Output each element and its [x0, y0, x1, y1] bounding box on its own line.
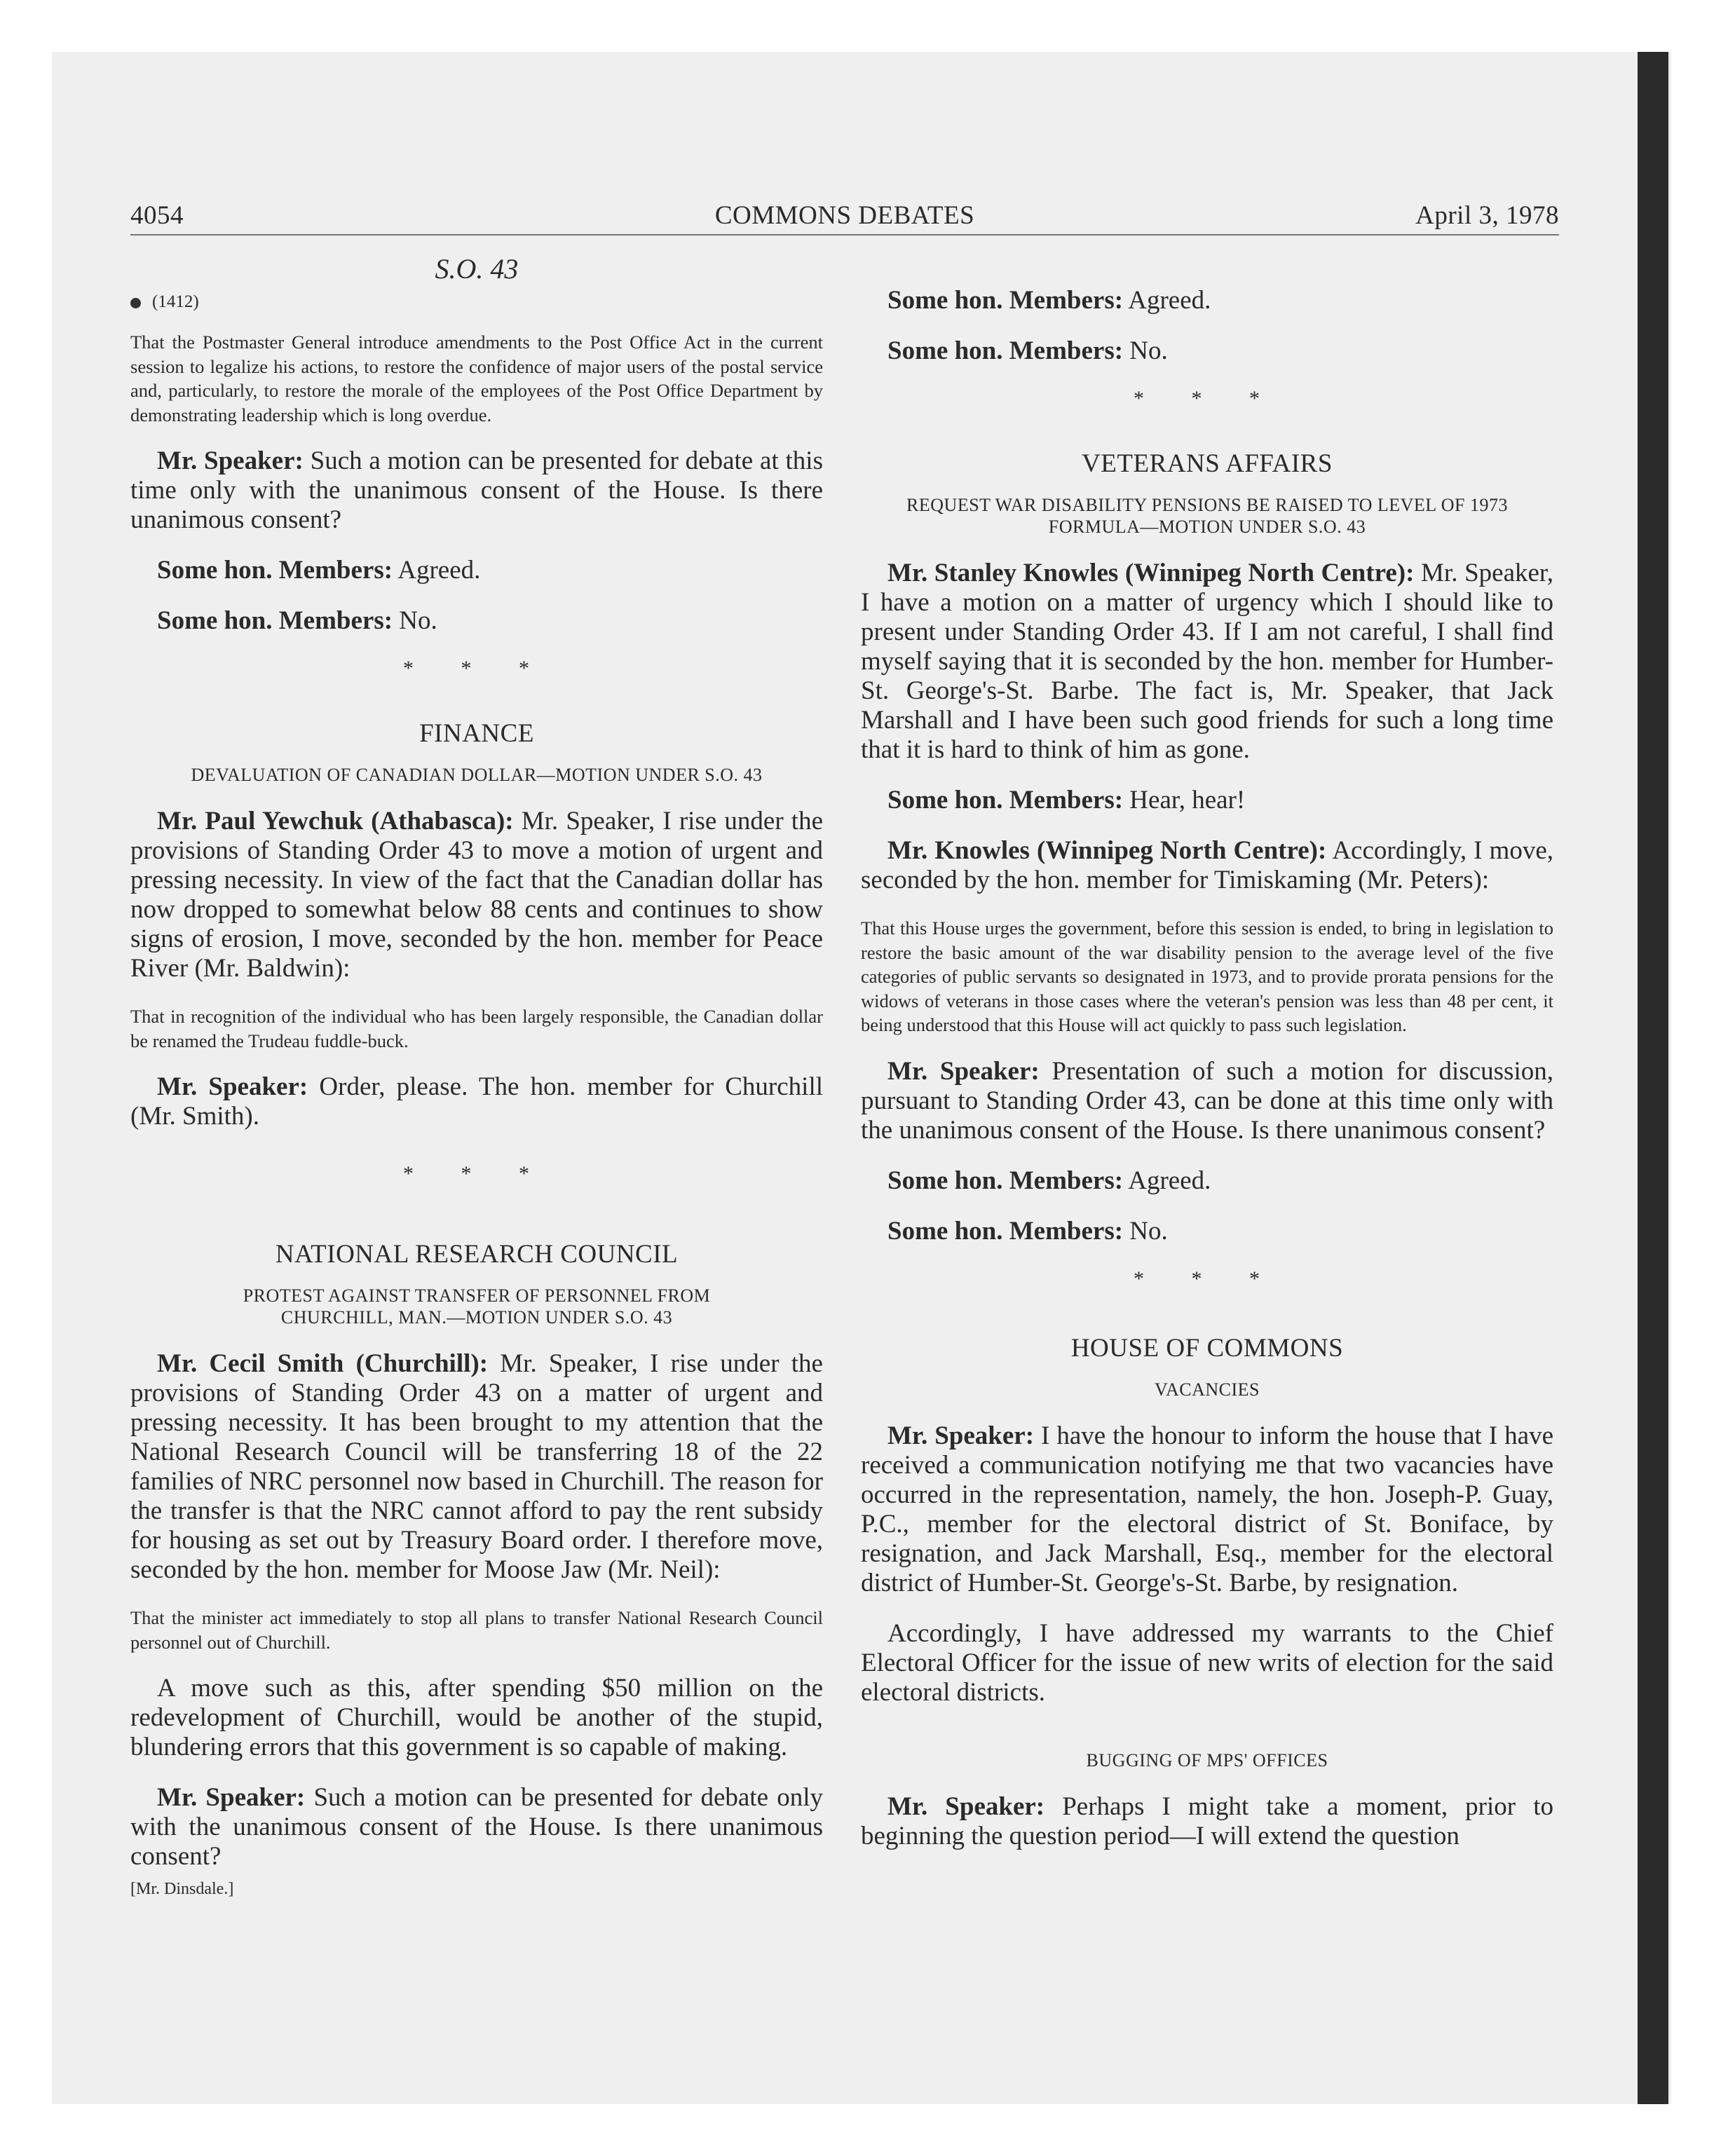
footnote: [Mr. Dinsdale.] — [130, 1880, 234, 1898]
section-subheading: VACANCIES — [1155, 1379, 1260, 1400]
speech-text: Such a motion can be presented for debate only with the unanimous consent of the House. Is there unanimous consent? — [130, 1783, 823, 1871]
speaker-name: Some hon. Members: — [887, 1216, 1124, 1246]
members-response — [130, 606, 823, 636]
speaker-name: Some hon. Members: — [887, 786, 1124, 814]
so-title: S.O. 43 — [435, 253, 519, 285]
scan-edge-bar — [1638, 52, 1668, 2104]
response-text: Agreed. — [393, 556, 481, 585]
speech-paragraph: A move such as this, after spending $50 million on the redevelopment of Churchill, would be another of the stupid, blundering errors that this government is so capable of making. — [130, 1674, 823, 1761]
response-text: No. — [393, 606, 437, 635]
speech-paragraph — [130, 807, 823, 983]
speech-text: Mr. Speaker, I rise under the provisions of Standing Order 43 on a matter of urgent and pressing necessity. It has been brought to my attention that the National Research Council will be transferring 18 of the 22 families of NRC personnel now based in Churchill. The reason for the transfer is that the NRC cannot afford to pay the rent subsidy for housing as set out by Treasury Board order. I therefore move, seconded by the hon. member for Moose Jaw (Mr. Neil): — [130, 1349, 823, 1584]
section-separator: * * * — [403, 657, 550, 680]
speaker-name: Mr. Speaker: — [157, 1072, 308, 1101]
page-number: 4054 — [130, 201, 184, 230]
header-rule — [130, 234, 1559, 236]
section-heading: NATIONAL RESEARCH COUNCIL — [275, 1240, 679, 1269]
response-text: No. — [1123, 1216, 1168, 1246]
response-text: Agreed. — [1123, 286, 1211, 315]
speech-text: I have the honour to inform the house that I have received a communication notifying me that two vacancies have occurred in the representation, namely, the hon. Joseph-P. Guay, P.C., member for the electoral district of St. Boniface, by resignation, and Jack Marshall, Esq., member for the electoral district of Humber-St. George's-St. Barbe, by resignation. — [861, 1421, 1553, 1597]
speech-paragraph — [861, 1057, 1553, 1145]
speech-paragraph — [861, 559, 1553, 765]
right-column — [861, 286, 1553, 1872]
speech-text: Order, please. The hon. member for Churchill (Mr. Smith). — [130, 1072, 824, 1131]
members-response — [861, 336, 1553, 366]
speech-paragraph — [861, 1421, 1553, 1598]
speech-text: Mr. Speaker, I rise under the provisions of Standing Order 43 to move a motion of urgent and pressing necessity. In view of the fact that the Canadian dollar has now dropped to somewhat below 88 cents and continues to show signs of erosion, I move, seconded by the hon. member for Peace River (Mr. Baldwin): — [130, 807, 823, 983]
speaker-name: Some hon. Members: — [887, 1166, 1124, 1195]
speech-paragraph — [130, 1349, 823, 1585]
speaker-name: Some hon. Members: — [887, 286, 1124, 315]
timestamp — [130, 292, 823, 312]
response-text: Agreed. — [1123, 1166, 1211, 1195]
members-response — [861, 786, 1553, 815]
speech-text: Mr. Speaker, I have a motion on a matter of urgency which I should like to present under Standing Order 43. If I am not careful, I shall find myself saying that it is seconded by the hon. member for Humber-St. George's-St. Barbe. The fact is, Mr. Speaker, that Jack Marshall and I have been such good friends for such a long time that it is hard to think of him as gone. — [861, 559, 1553, 764]
section-heading: VETERANS AFFAIRS — [1082, 449, 1333, 478]
speech-paragraph — [861, 836, 1553, 895]
speaker-name: Mr. Cecil Smith (Churchill): — [157, 1349, 489, 1378]
speaker-name: Mr. Speaker: — [887, 1421, 1035, 1450]
speaker-name: Some hon. Members: — [157, 556, 393, 585]
section-separator: * * * — [403, 1162, 550, 1185]
speech-text: Accordingly, I move, seconded by the hon. member for Timiskaming (Mr. Peters): — [861, 836, 1553, 894]
motion-text: That in recognition of the individual who has been largely responsible, the Canadian dollar be renamed the Trudeau fuddle-buck. — [130, 1006, 823, 1051]
speaker-name: Some hon. Members: — [887, 336, 1124, 365]
motion-text: That this House urges the government, before this session is ended, to bring in legislation to restore the basic amount of the war disability pension to the average level of the five categories of public servants so designated in 1973, and to provide prorata pensions for the widows of veterans in those cases where the veteran's pension was less than 48 per cent, it being understood that this House will act quickly to pass such legislation. — [861, 917, 1553, 1035]
page-header — [130, 200, 1559, 234]
timestamp-text: (1412) — [152, 292, 199, 311]
speaker-name: Some hon. Members: — [157, 606, 393, 635]
bullet-dot-icon — [130, 298, 141, 308]
speech-paragraph — [130, 1072, 823, 1131]
section-separator: * * * — [1134, 387, 1281, 410]
section-separator: * * * — [1134, 1267, 1281, 1290]
section-subheading: BUGGING OF MPS' OFFICES — [1086, 1749, 1328, 1770]
section-subheading: DEVALUATION OF CANADIAN DOLLAR—MOTION UNDER S.O. 43 — [191, 765, 763, 785]
speech-paragraph: Accordingly, I have addressed my warrants to the Chief Electoral Officer for the issue of new writs of election for the said electoral districts. — [861, 1618, 1553, 1707]
left-column — [130, 252, 823, 1899]
speaker-name: Mr. Paul Yewchuk (Athabasca): — [157, 807, 514, 835]
speaker-name: Mr. Speaker: — [887, 1792, 1045, 1821]
publication-date: April 3, 1978 — [1415, 201, 1559, 230]
speech-text: Such a motion can be presented for debate at this time only with the unanimous consent of the House. Is there unanimous consent? — [130, 446, 823, 534]
section-heading: FINANCE — [419, 719, 534, 748]
speaker-name: Mr. Speaker: — [887, 1056, 1040, 1086]
motion-text: That the Postmaster General introduce amendments to the Post Office Act in the current session to legalize his actions, to restore the confidence of major users of the postal service and, particularly, to restore the morale of the employees of the Post Office Department by demonstrating leadership which is long overdue. — [130, 332, 823, 425]
section-heading: HOUSE OF COMMONS — [1070, 1333, 1344, 1363]
speaker-name: Mr. Knowles (Winnipeg North Centre): — [887, 836, 1327, 865]
members-response — [861, 1217, 1553, 1246]
members-response — [130, 556, 823, 585]
publication-title: COMMONS DEBATES — [714, 201, 975, 230]
response-text: Hear, hear! — [1123, 786, 1246, 814]
section-subheading: REQUEST WAR DISABILITY PENSIONS BE RAISED TO LEVEL OF 1973 FORMULA—MOTION UNDER S.O. 43 — [906, 495, 1508, 537]
speech-text: Perhaps I might take a moment, prior to beginning the question period—I will extend the question — [861, 1792, 1553, 1850]
speech-paragraph — [130, 446, 823, 535]
response-text: No. — [1123, 336, 1168, 365]
speech-paragraph — [130, 1783, 823, 1871]
speaker-name: Mr. Stanley Knowles (Winnipeg North Centre): — [887, 559, 1415, 587]
members-response — [861, 286, 1553, 315]
motion-text: That the minister act immediately to stop all plans to transfer National Research Council personnel out of Churchill. — [130, 1607, 823, 1653]
section-subheading: PROTEST AGAINST TRANSFER OF PERSONNEL FROM CHURCHILL, MAN.—MOTION UNDER S.O. 43 — [243, 1285, 711, 1328]
speech-text: Presentation of such a motion for discussion, pursuant to Standing Order 43, can be done at this time only with the unanimous consent of the House. Is there unanimous consent? — [861, 1056, 1553, 1145]
speaker-name: Mr. Speaker: — [157, 1783, 306, 1812]
speaker-name: Mr. Speaker: — [157, 446, 304, 475]
members-response — [861, 1166, 1553, 1196]
speech-paragraph — [861, 1792, 1553, 1851]
